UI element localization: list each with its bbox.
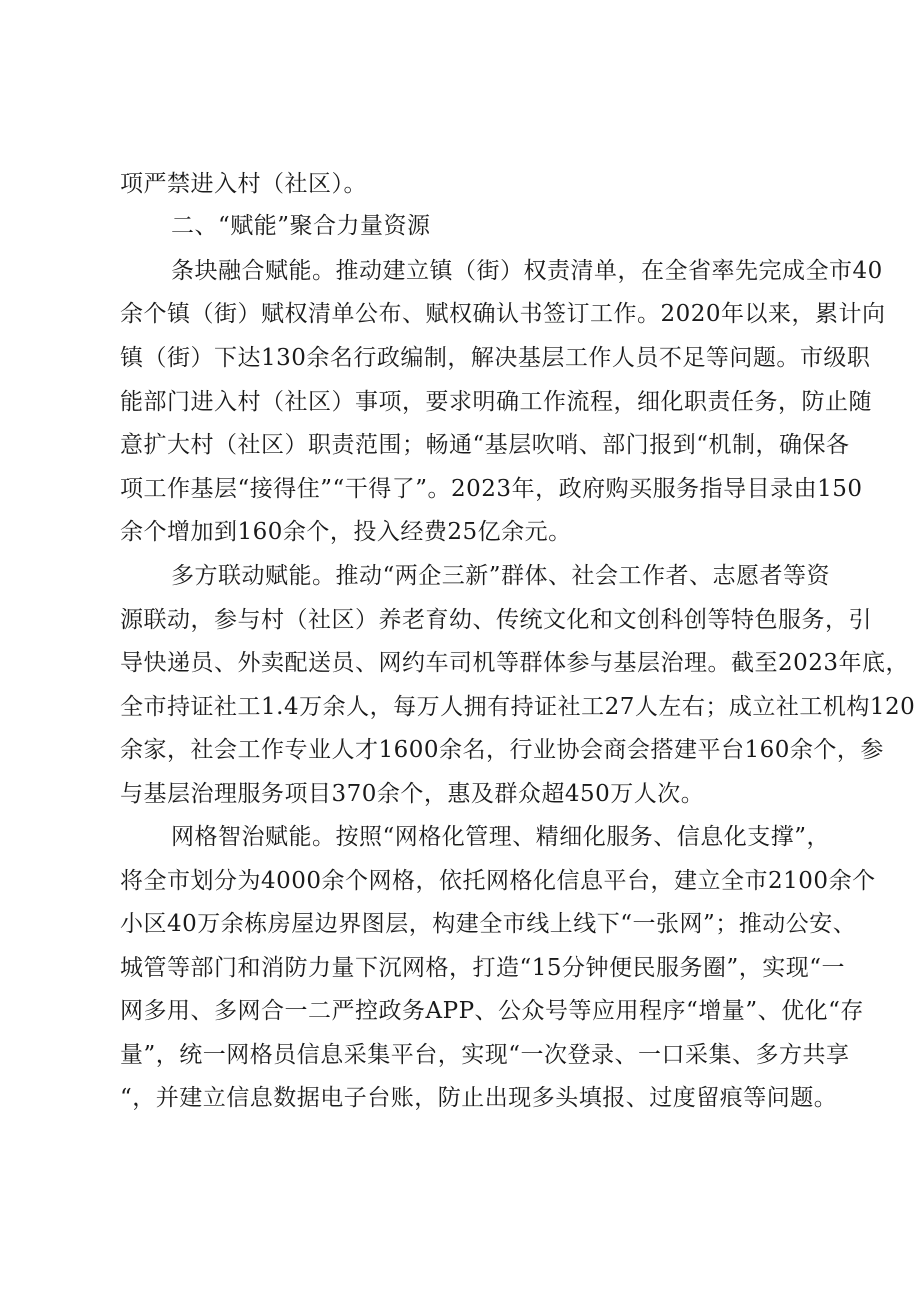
paragraph-line: 量”，统一网格员信息采集平台，实现“一次登录、一口采集、多方共享 [120, 1042, 850, 1068]
paragraph-line: 能部门进入村（社区）事项，要求明确工作流程，细化职责任务，防止随 [120, 389, 872, 415]
paragraph-line: 镇（街）下达130余名行政编制，解决基层工作人员不足等问题。市级职 [120, 345, 871, 371]
paragraph-line: 网格智治赋能。按照“网格化管理、精细化服务、信息化支撑”， [171, 824, 831, 850]
paragraph-line: 小区40万余栋房屋边界图层，构建全市线上线下“一张网”；推动公安、 [120, 911, 857, 937]
paragraph-line: 城管等部门和消防力量下沉网格，打造“15分钟便民服务圈”，实现“一 [120, 955, 846, 981]
paragraph-line: 余个镇（街）赋权清单公布、赋权确认书签订工作。2020年以来，累计向 [120, 301, 886, 327]
paragraph-line: 源联动，参与村（社区）养老育幼、传统文化和文创科创等特色服务，引 [120, 607, 872, 633]
paragraph-line: “，并建立信息数据电子台账，防止出现多头填报、过度留痕等问题。 [120, 1085, 838, 1111]
paragraph-line: 条块融合赋能。推动建立镇（街）权责清单，在全省率先完成全市40 [171, 258, 883, 284]
paragraph-line: 项工作基层“接得住”“干得了”。2023年，政府购买服务指导目录由150 [120, 476, 863, 502]
paragraph-line: 意扩大村（社区）职责范围；畅通“基层吹哨、部门报到“机制，确保各 [120, 432, 850, 458]
section-heading: 二、“赋能”聚合力量资源 [171, 213, 431, 239]
paragraph-line: 余家，社会工作专业人才1600余名，行业协会商会搭建平台160余个，参 [120, 737, 884, 763]
paragraph-line: 导快递员、外卖配送员、网约车司机等群体参与基层治理。截至2023年底， [120, 650, 910, 676]
paragraph-line: 与基层治理服务项目370余个，惠及群众超450万人次。 [120, 781, 705, 807]
paragraph-line: 网多用、多网合一二严控政务APP、公众号等应用程序“增量”、优化“存 [120, 998, 864, 1024]
paragraph-line: 全市持证社工1.4万余人，每万人拥有持证社工27人左右；成立社工机构120 [120, 694, 916, 720]
paragraph-line: 将全市划分为4000余个网格，依托网格化信息平台，建立全市2100余个 [120, 868, 876, 894]
paragraph-line: 余个增加到160余个，投入经费25亿余元。 [120, 519, 572, 545]
paragraph-line: 多方联动赋能。推动“两企三新”群体、社会工作者、志愿者等资 [171, 563, 831, 589]
text-line: 项严禁进入村（社区）。 [120, 171, 367, 197]
